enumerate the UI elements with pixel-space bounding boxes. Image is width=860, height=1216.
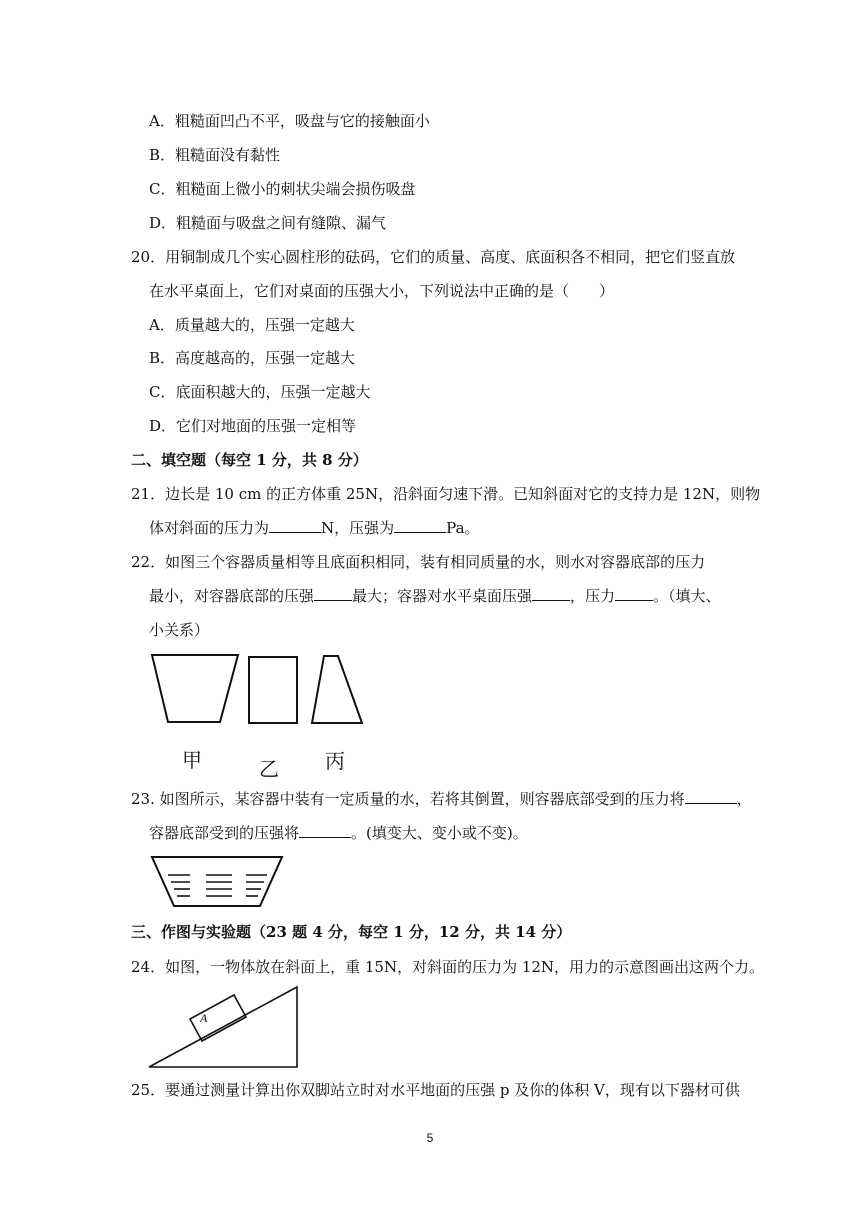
page-number: 5: [426, 1131, 434, 1145]
q20-option-d: D．它们对地面的压强一定相等: [149, 417, 357, 435]
container-jia: [152, 655, 238, 722]
q21-stem-line1: 21．边长是 10 cm 的正方体重 25N，沿斜面匀速下滑。已知斜面对它的支持力是 12N，则物: [131, 485, 761, 503]
q20-stem-line2: 在水平桌面上，它们对桌面的压强大小，下列说法中正确的是（ ）: [149, 282, 615, 300]
q22-text-d: 。（填大、: [653, 587, 721, 605]
q24-stem-line1: 24．如图，一物体放在斜面上，重 15N，对斜面的压力为 12N，用力的示意图画出这两个力。: [131, 958, 765, 976]
water-lines: [168, 875, 267, 896]
q23-text-c: 容器底部受到的压强将: [149, 824, 300, 842]
incline-plane: [149, 987, 297, 1067]
q20-option-b: B．高度越高的，压强一定越大: [149, 349, 356, 367]
q22-stem-line2: [149, 586, 721, 606]
q19-option-c: C．粗糙面上微小的刺状尖端会损伤吸盘: [149, 180, 416, 198]
q21-blank-2[interactable]: [394, 518, 446, 533]
q22-blank-3[interactable]: [615, 586, 653, 601]
container-bing: [312, 656, 362, 723]
q20-option-c: C．底面积越大的，压强一定越大: [149, 383, 371, 401]
q23-stem-line2: [149, 823, 528, 843]
q22-containers-figure: [150, 652, 365, 727]
q21-text-a: 体对斜面的压力为: [149, 519, 270, 537]
container-yi: [249, 657, 297, 723]
q23-blank-2[interactable]: [299, 823, 351, 838]
q25-stem-line1: 25．要通过测量计算出你双脚站立时对水平地面的压强 p 及你的体积 V，现有以下器材可供: [131, 1081, 740, 1099]
q22-stem-line3: 小关系）: [149, 621, 210, 639]
section-3-heading: 三、作图与实验题（23 题 4 分，每空 1 分，12 分，共 14 分）: [131, 923, 572, 941]
q22-text-a: 最小，对容器底部的压强: [149, 587, 315, 605]
q19-option-d: D．粗糙面与吸盘之间有缝隙、漏气: [149, 214, 387, 232]
q22-blank-2[interactable]: [532, 586, 570, 601]
label-yi: 乙: [259, 757, 279, 781]
q23-text-a: 23. 如图所示，某容器中装有一定质量的水，若将其倒置，则容器底部受到的压力将: [131, 790, 685, 808]
q21-blank-1[interactable]: [269, 518, 321, 533]
q24-incline-figure: [147, 985, 302, 1070]
q19-option-b: B．粗糙面没有黏性: [149, 146, 281, 164]
q23-text-d: 。(填变大、变小或不变)。: [351, 824, 528, 842]
q20-option-a: A．质量越大的，压强一定越大: [149, 316, 355, 334]
q23-container-figure: [150, 855, 285, 910]
q20-stem-line1: 20．用铜制成几个实心圆柱形的砝码，它们的质量、高度、底面积各不相同，把它们竖直放: [131, 248, 736, 266]
q21-text-c: Pa。: [446, 519, 480, 537]
q22-blank-1[interactable]: [314, 586, 352, 601]
q22-text-c: ，压力: [570, 587, 616, 605]
q23-stem-line1: [131, 789, 752, 809]
block-a: [190, 995, 246, 1041]
q21-text-b: N，压强为: [321, 519, 395, 537]
block-a-label: A: [200, 1011, 208, 1025]
q21-stem-line2: [149, 518, 480, 538]
q23-text-b: ，: [736, 790, 752, 808]
label-jia: 甲: [182, 748, 202, 772]
q22-text-b: 最大；容器对水平桌面压强: [352, 587, 533, 605]
q22-stem-line1: 22．如图三个容器质量相等且底面积相同，装有相同质量的水，则水对容器底部的压力: [131, 553, 706, 571]
q19-option-a: A．粗糙面凹凸不平，吸盘与它的接触面小: [149, 112, 430, 130]
label-bing: 丙: [325, 749, 345, 773]
q23-blank-1[interactable]: [685, 789, 737, 804]
section-2-heading: 二、填空题（每空 1 分，共 8 分）: [131, 451, 368, 469]
